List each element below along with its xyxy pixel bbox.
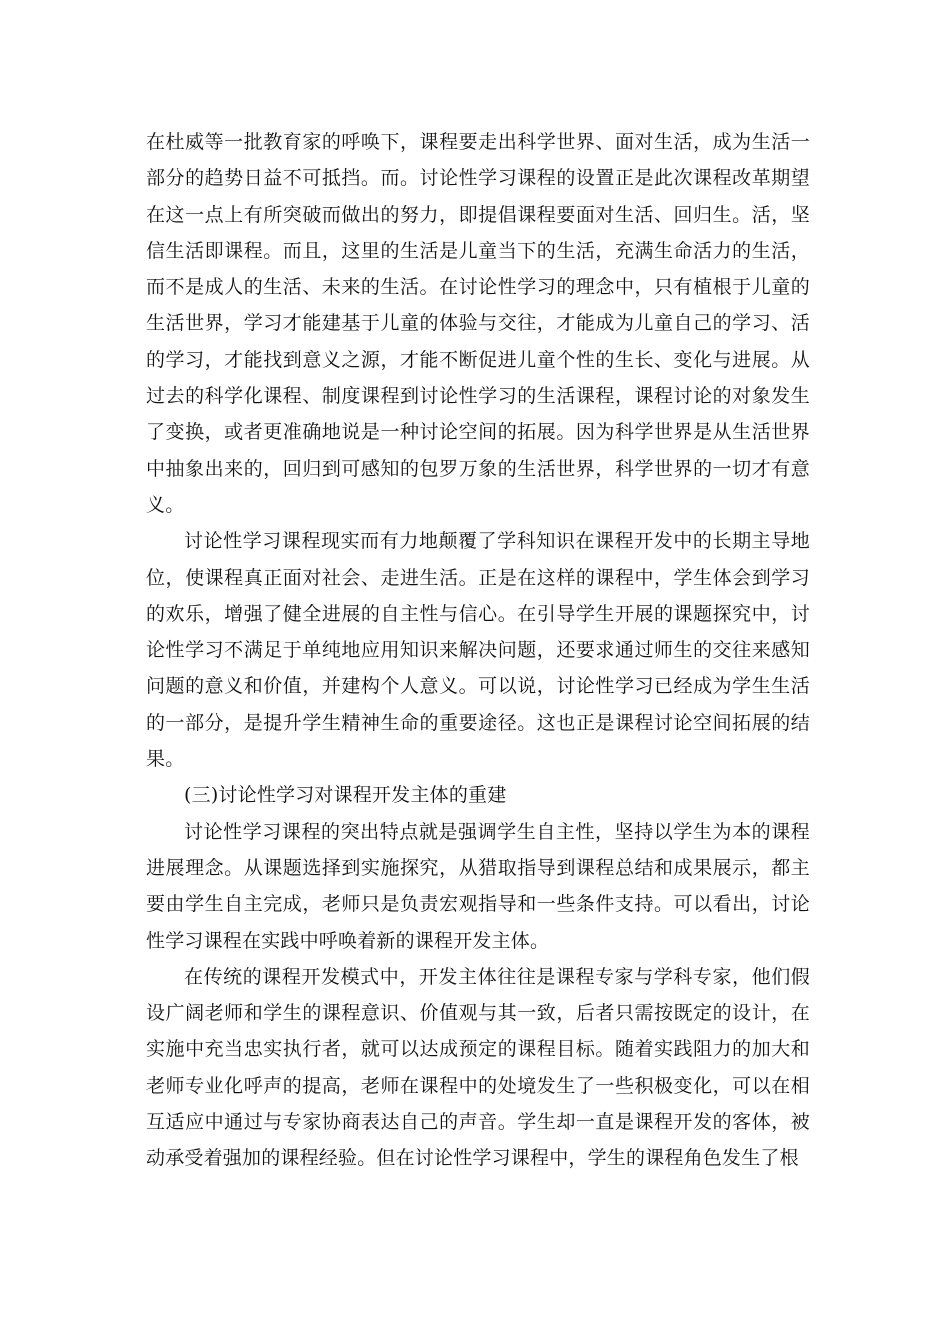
paragraph-4: 在传统的课程开发模式中，开发主体往往是课程专家与学科专家，他们假设广阔老师和学生的课程意识、价值观与其一致，后者只需按既定的设计，在实施中充当忠实执行者，就可以达成预定的课程目标。随着实践阻力的加大和老师专业化呼声的提高，老师在课程中的处境发生了一些积极变化，可以在相互适应中通过与专家协商表达自己的声音。学生却一直是课程开发的客体，被动承受着强加的课程经验。但在讨论性学习课程中，学生的课程角色发生了根 bbox=[146, 965, 810, 1170]
paragraph-1: 在杜威等一批教育家的呼唤下，课程要走出科学世界、面对生活，成为生活一部分的趋势日益不可抵挡。而。讨论性学习课程的设置正是此次课程改革期望在这一点上有所突破而做出的努力，即提倡课程要面对生活、回归生。活，坚信生活即课程。而且，这里的生活是儿童当下的生活，充满生命活力的生活，而不是成人的生活、未来的生活。在讨论性学习的理念中，只有植根于儿童的生活世界，学习才能建基于儿童的体验与交往，才能成为儿童自己的学习、活的学习，才能找到意义之源，才能不断促进儿童个性的生长、变化与进展。从过去的科学化课程、制度课程到讨论性学习的生活课程，课程讨论的对象发生了变换，或者更准确地说是一种讨论空间的拓展。因为科学世界是从生活世界中抽象出来的，回归到可感知的包罗万象的生活世界，科学世界的一切才有意义。 bbox=[146, 131, 810, 516]
section-heading: (三)讨论性学习对课程开发主体的重建 bbox=[184, 784, 507, 807]
paragraph-2: 讨论性学习课程现实而有力地颠覆了学科知识在课程开发中的长期主导地位，使课程真正面对社会、走进生活。正是在这样的课程中，学生体会到学习的欢乐，增强了健全进展的自主性与信心。在引导学生开展的课题探究中，讨论性学习不满足于单纯地应用知识来解决问题，还要求通过师生的交往来感知问题的意义和价值，并建构个人意义。可以说，讨论性学习已经成为学生生活的一部分，是提升学生精神生命的重要途径。这也正是课程讨论空间拓展的结果。 bbox=[146, 530, 810, 771]
paragraph-3: 讨论性学习课程的突出特点就是强调学生自主性，坚持以学生为本的课程进展理念。从课题选择到实施探究，从猎取指导到课程总结和成果展示，都主要由学生自主完成，老师只是负责宏观指导和一些条件支持。可以看出，讨论性学习课程在实践中呼唤着新的课程开发主体。 bbox=[146, 820, 810, 952]
document-body bbox=[146, 124, 810, 1177]
